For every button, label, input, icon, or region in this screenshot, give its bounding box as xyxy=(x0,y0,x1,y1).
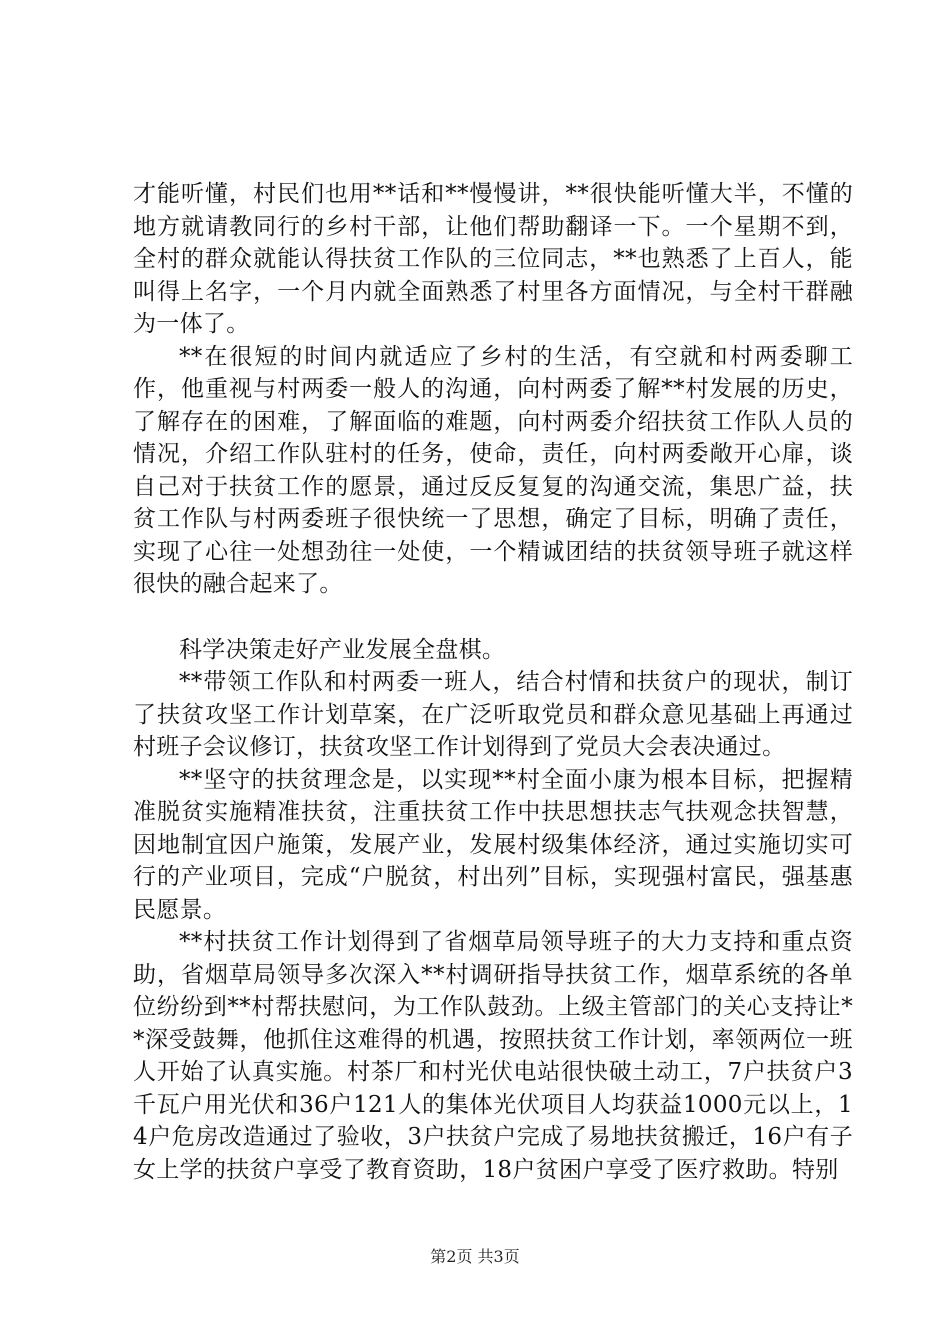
page-footer: 第2页 共3页 xyxy=(430,1247,520,1266)
paragraph-poverty-philosophy: **坚守的扶贫理念是，以实现**村全面小康为根本目标，把握精准脱贫实施精准扶贫，注重扶贫工作中扶思想扶志气扶观念扶智慧，因地制宜因户施策，发展产业，发展村级集体经济，通过实施切实可行的产业项目，完成“户脱贫，村出列”目标，实现强村富民，强基惠民愿景。 xyxy=(133,766,853,923)
paragraph-continuation: 才能听懂，村民们也用**话和**慢慢讲，**很快能听懂大半，不懂的地方就请教同行的乡村干部，让他们帮助翻译一下。一个星期不到，全村的群众就能认得扶贫工作队的三位同志，**也熟悉了上百人，能叫得上名字，一个月内就全面熟悉了村里各方面情况，与全村干群融为一体了。 xyxy=(133,181,853,337)
section-spacer xyxy=(133,601,853,634)
paragraph-work-plan: **带领工作队和村两委一班人，结合村情和扶贫户的现状，制订了扶贫攻坚工作计划草案，在广泛听取党员和群众意见基础上再通过村班子会议修订，扶贫攻坚工作计划得到了党员大会表决通过。 xyxy=(133,669,853,760)
paragraph-village-committee: **在很短的时间内就适应了乡村的生活，有空就和村两委聊工作，他重视与村两委一般人的沟通，向村两委了解**村发展的历史，了解存在的困难，了解面临的难题，向村两委介绍扶贫工作队人员的情况，介绍工作队驻村的任务，使命，责任，向村两委敞开心扉，谈自己对于扶贫工作的愿景，通过反反复复的沟通交流，集思广益，扶贫工作队与村两委班子很快统一了思想，确定了目标，明确了责任，实现了心往一处想劲往一处使，一个精诚团结的扶贫领导班子就这样很快的融合起来了。 xyxy=(133,343,853,597)
document-body xyxy=(133,178,853,1186)
paragraph-implementation: **村扶贫工作计划得到了省烟草局领导班子的大力支持和重点资助，省烟草局领导多次深入**村调研指导扶贫工作，烟草系统的各单位纷纷到**村帮扶慰问，为工作队鼓劲。上级主管部门的关心支持让**深受鼓舞，他抓住这难得的机遇，按照扶贫工作计划，率领两位一班人开始了认真实施。村茶厂和村光伏电站很快破土动工，7户扶贫户3千瓦户用光伏和36户121人的集体光伏项目人均获益1000元以上，14户危房改造通过了验收，3户扶贫户完成了易地扶贫搬迁，16户有子女上学的扶贫户享受了教育资助，18户贫困户享受了医疗救助。特别 xyxy=(133,929,853,1183)
section-heading: 科学决策走好产业发展全盘棋。 xyxy=(179,636,506,663)
